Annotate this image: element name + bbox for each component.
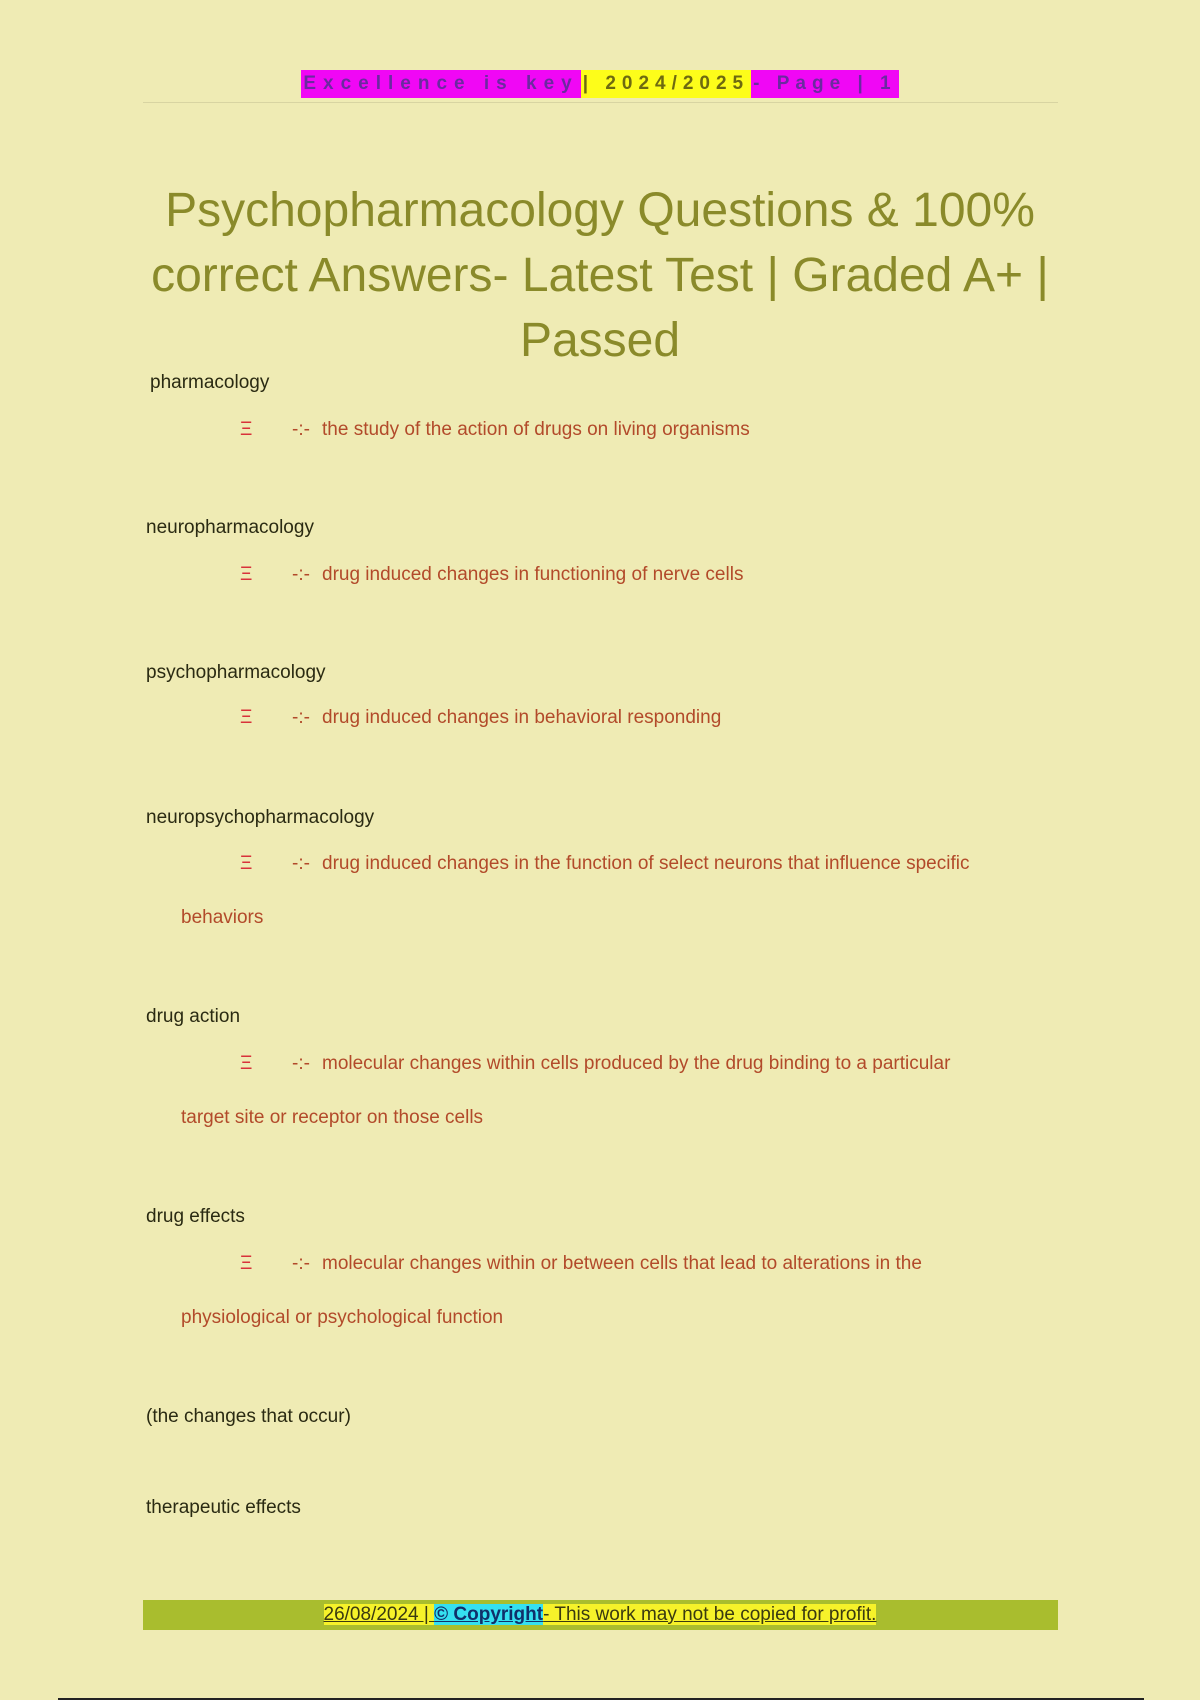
entry-answer: [240, 403, 750, 457]
bullet-icon: Ξ: [240, 707, 253, 728]
answer-separator: -:-: [292, 1253, 310, 1274]
page-header: [0, 70, 1200, 98]
entry-term: drug effects: [146, 1206, 245, 1227]
entry-term: neuropsychopharmacology: [146, 807, 375, 828]
answer-continuation: behaviors: [181, 907, 264, 928]
bullet-icon: Ξ: [240, 419, 253, 440]
bullet-icon: Ξ: [240, 564, 253, 585]
header-divider: [581, 70, 751, 98]
footer-date: 26/08/2024 |: [323, 1604, 435, 1625]
answer-continuation: physiological or psychological function: [181, 1307, 504, 1328]
entry-term: pharmacology: [150, 372, 270, 393]
header-brand: Excellence is key: [301, 70, 580, 98]
answer-separator: -:-: [292, 419, 310, 440]
answer-text: drug induced changes in the function of select neurons that influence specific: [322, 853, 970, 874]
entry-term: therapeutic effects: [146, 1497, 301, 1518]
extra-line: (the changes that occur): [146, 1406, 351, 1427]
entry-term: psychopharmacology: [146, 662, 326, 683]
page-footer: [0, 1600, 1200, 1630]
answer-separator: -:-: [292, 1053, 310, 1074]
entry-term: drug action: [146, 1006, 241, 1027]
document-title: Psychopharmacology Questions & 100% correct Answers- Latest Test | Graded A+ | Passed: [151, 184, 1049, 367]
answer-separator: -:-: [292, 707, 310, 728]
answer-continuation: target site or receptor on those cells: [181, 1107, 484, 1128]
bullet-icon: Ξ: [240, 853, 253, 874]
answer-text: molecular changes within or between cells that lead to alterations in the: [322, 1253, 922, 1274]
header-page-number: 1: [880, 73, 897, 94]
header-divider-text: |: [582, 73, 606, 94]
entry-term: neuropharmacology: [146, 517, 314, 538]
answer-text: the study of the action of drugs on living organisms: [322, 419, 750, 440]
entry-answer: [240, 837, 969, 891]
bullet-icon: Ξ: [240, 1053, 253, 1074]
header-page-label: - Page |: [753, 73, 881, 94]
header-rule: [143, 102, 1058, 103]
answer-text: drug induced changes in functioning of nerve cells: [322, 564, 744, 585]
answer-text: molecular changes within cells produced by the drug binding to a particular: [322, 1053, 951, 1074]
answer-separator: -:-: [292, 564, 310, 585]
footer-copyright: © Copyright: [434, 1604, 544, 1625]
answer-text: drug induced changes in behavioral responding: [322, 707, 722, 728]
entry-answer: [240, 1237, 922, 1291]
bullet-icon: Ξ: [240, 1253, 253, 1274]
entry-answer: [240, 548, 743, 602]
answer-separator: -:-: [292, 853, 310, 874]
footer-message: - This work may not be copied for profit.: [543, 1604, 877, 1625]
entry-answer: [240, 691, 721, 745]
header-year: 2024/2025: [605, 73, 750, 94]
header-page: [751, 70, 898, 98]
entry-answer: [240, 1037, 950, 1091]
